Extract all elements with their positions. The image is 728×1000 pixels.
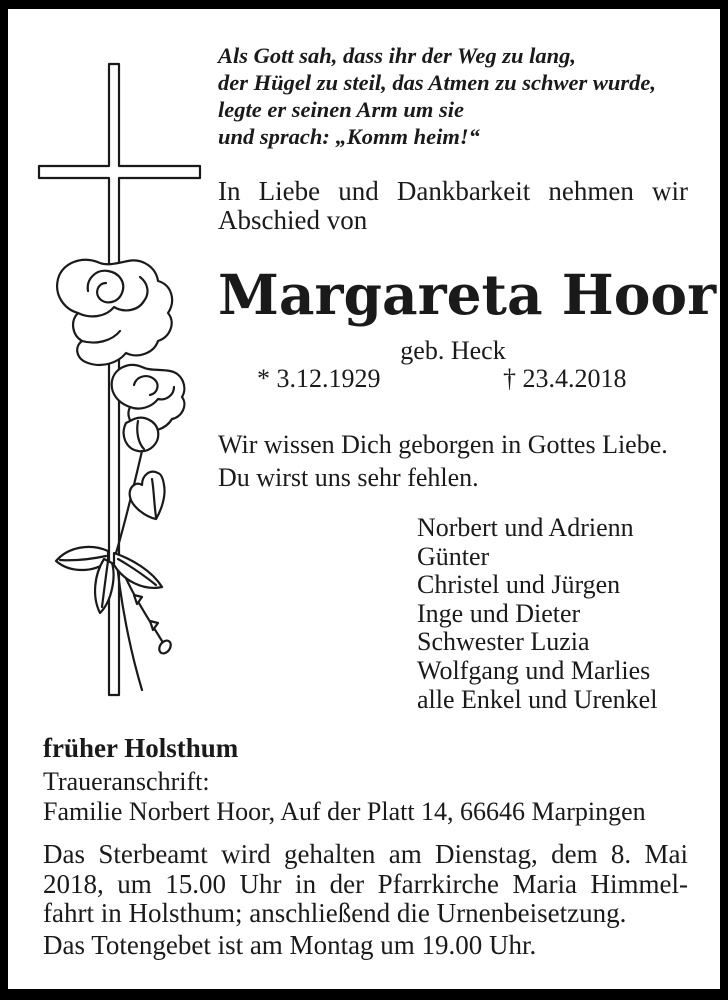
condolence-address: Familie Norbert Hoor, Auf der Platt 14, 66646 Marpingen (43, 797, 646, 826)
service-line: 2018, um 15.00 Uhr in der Pfarrkirche Maria Himmel- (43, 868, 688, 899)
deceased-name: Margareta Hoor (218, 262, 717, 327)
verse-line: legte er seinen Arm um sie (218, 97, 465, 122)
mourner-line: Wolfgang und Marlies (417, 655, 651, 685)
mourner-line: Günter (417, 541, 490, 571)
verse-line: der Hügel zu steil, das Atmen zu schwer wurde, (218, 70, 656, 95)
farewell-intro (218, 177, 688, 235)
mourner-line: Schwester Luzia (417, 627, 590, 657)
maiden-name: geb. Heck (400, 336, 506, 365)
mourner-line: Christel und Jürgen (417, 570, 621, 600)
intro-line: Abschied von (218, 205, 368, 235)
intro-line: In Liebe und Dankbarkeit nehmen wir (218, 176, 688, 206)
cross-and-roses-icon (30, 55, 210, 705)
former-residence: früher Holsthum (43, 733, 239, 763)
mourner-line: Norbert und Adrienn (417, 513, 634, 542)
condolence-address-label: Traueranschrift: (43, 767, 210, 796)
memorial-verse (218, 42, 718, 150)
service-line: Das Sterbeamt wird gehalten am Dienstag, dem 8. Mai (43, 839, 688, 869)
life-dates (218, 364, 688, 394)
death-date: † 23.4.2018 (503, 364, 627, 393)
prayer-notice: Das Totengebet ist am Montag um 19.00 Uhr. (43, 930, 537, 960)
mourners-list (417, 514, 707, 714)
tribute-text (218, 428, 698, 494)
verse-line: und sprach: „Komm heim!“ (218, 124, 480, 149)
tribute-line: Du wirst uns sehr fehlen. (218, 463, 479, 492)
birth-date: * 3.12.1929 (257, 364, 381, 393)
funeral-service-notice (43, 840, 688, 929)
service-line: fahrt in Holsthum; anschließend die Urnenbeisetzung. (43, 898, 627, 928)
verse-line: Als Gott sah, dass ihr der Weg zu lang, (218, 43, 577, 68)
mourner-line: alle Enkel und Urenkel (417, 684, 658, 714)
tribute-line: Wir wissen Dich geborgen in Gottes Liebe. (218, 430, 668, 459)
mourner-line: Inge und Dieter (417, 598, 581, 628)
